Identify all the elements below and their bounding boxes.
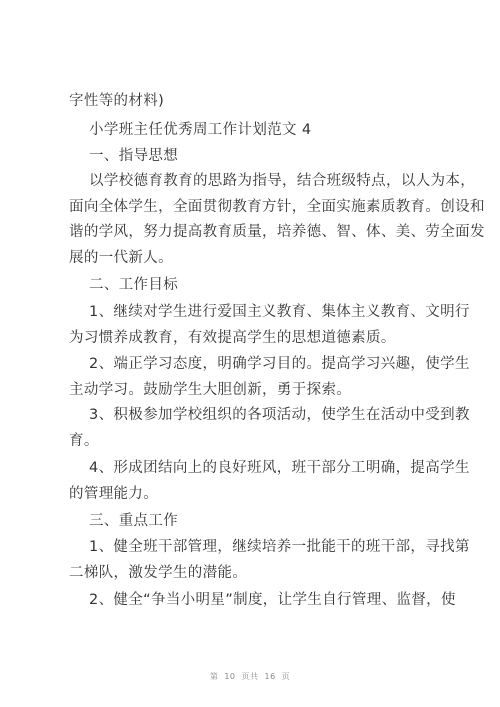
paragraph-line: 面向全体学生，全面贯彻教育方针，全面实施素质教育。创设和 bbox=[69, 199, 485, 215]
paragraph-line: 4、形成团结向上的良好班风，班干部分工明确，提高学生 bbox=[89, 460, 470, 476]
footer-ye-gong: 页共 bbox=[241, 672, 259, 681]
paragraph-line: 1、健全班干部管理，继续培养一批能干的班干部，寻找第 bbox=[89, 539, 470, 555]
heading-2: 二、工作目标 bbox=[89, 277, 179, 293]
paragraph-line: 1、继续对学生进行爱国主义教育、集体主义教育、文明行 bbox=[89, 304, 470, 320]
paragraph-line: 二梯队，激发学生的潜能。 bbox=[69, 565, 248, 581]
page-footer bbox=[0, 671, 500, 682]
footer-total-pages: 16 bbox=[264, 672, 276, 681]
paragraph-line: 育。 bbox=[69, 433, 99, 449]
paragraph-line: 主动学习。鼓励学生大胆创新，勇于探索。 bbox=[69, 382, 352, 398]
paragraph-line: 的管理能力。 bbox=[69, 486, 159, 502]
paragraph-line: 以学校德育教育的思路为指导，结合班级特点，以人为本， bbox=[89, 173, 476, 189]
paragraph-line: 2、端正学习态度，明确学习目的。提高学习兴趣，使学生 bbox=[89, 356, 470, 372]
paragraph-line: 谐的学风，努力提高教育质量，培养德、智、体、美、劳全面发 bbox=[69, 224, 485, 240]
footer-page-number: 10 bbox=[224, 672, 236, 681]
text-line: 字性等的材料) bbox=[69, 93, 165, 109]
paragraph-line: 2、健全“争当小明星”制度，让学生自行管理、监督，使 bbox=[89, 592, 456, 608]
paragraph-line: 展的一代新人。 bbox=[69, 250, 173, 266]
footer-di: 第 bbox=[209, 672, 219, 681]
heading-3: 三、重点工作 bbox=[89, 513, 179, 529]
paragraph-line: 为习惯养成教育，有效提高学生的思想道德素质。 bbox=[69, 330, 396, 346]
heading-1: 一、指导思想 bbox=[89, 148, 179, 164]
footer-ye: 页 bbox=[281, 672, 291, 681]
paragraph-line: 3、积极参加学校组织的各项活动，使学生在活动中受到教 bbox=[89, 407, 470, 423]
section-title: 小学班主任优秀周工作计划范文 4 bbox=[89, 122, 312, 138]
